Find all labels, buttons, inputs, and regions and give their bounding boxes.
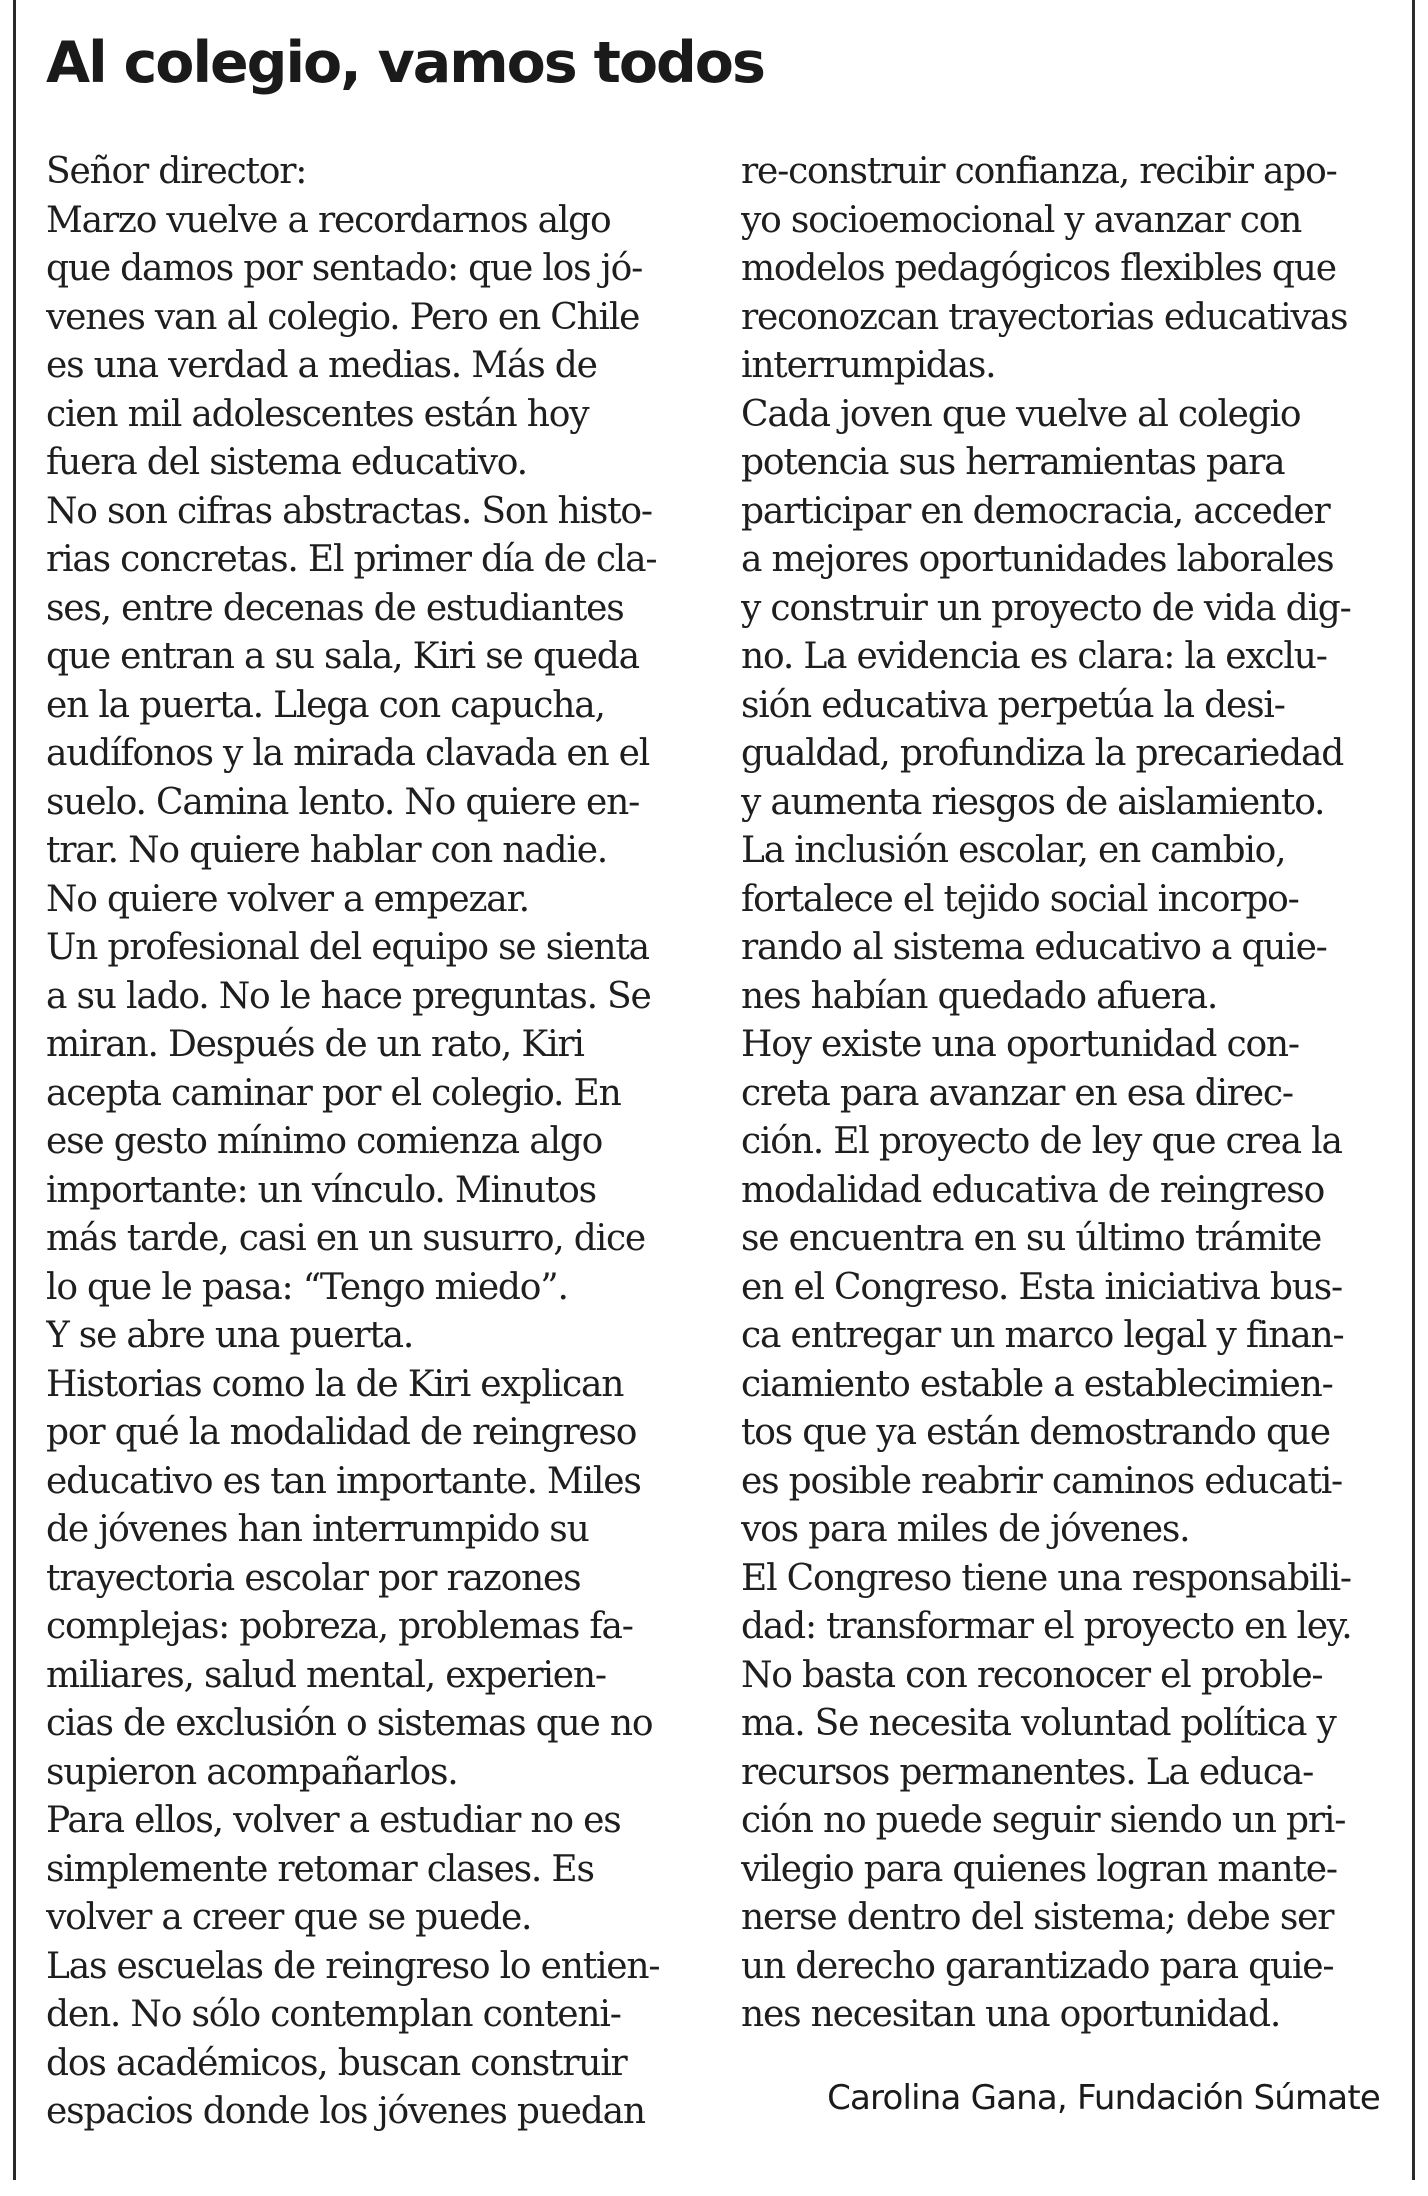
text-line: cien mil adolescentes están hoy <box>46 393 589 435</box>
text-line: trar. No quiere hablar con nadie. <box>46 830 608 871</box>
text-line: Cada joven que vuelve al colegio <box>741 393 1301 435</box>
text-line: espacios donde los jóvenes puedan <box>46 2091 645 2132</box>
text-line: modelos pedagógicos flexibles que <box>741 248 1336 289</box>
text-line: complejas: pobreza, problemas fa- <box>46 1606 633 1647</box>
text-line: Señor director: <box>46 151 307 192</box>
text-line: trayectoria escolar por razones <box>46 1557 581 1599</box>
text-line: vos para miles de jóvenes. <box>741 1509 1190 1550</box>
text-line: No basta con reconocer el proble- <box>741 1654 1323 1696</box>
text-line: simplemente retomar clases. Es <box>46 1848 594 1890</box>
text-line: ses, entre decenas de estudiantes <box>46 587 624 629</box>
text-line: Un profesional del equipo se sienta <box>46 927 649 968</box>
text-line: vilegio para quienes logran mante- <box>741 1848 1337 1890</box>
text-line: Para ellos, volver a estudiar no es <box>46 1800 621 1841</box>
text-line: miliares, salud mental, experien- <box>46 1654 606 1696</box>
text-line: recursos permanentes. La educa- <box>741 1751 1314 1793</box>
text-line: participar en democracia, acceder <box>741 490 1330 532</box>
text-line: Las escuelas de reingreso lo entien- <box>46 1945 660 1987</box>
text-line: fortalece el tejido social incorpo- <box>741 878 1299 920</box>
text-line: ción. El proyecto de ley que crea la <box>741 1121 1342 1162</box>
text-line: No son cifras abstractas. Son histo- <box>46 490 652 532</box>
text-line: ese gesto mínimo comienza algo <box>46 1121 603 1162</box>
left-border-rule <box>13 0 16 2180</box>
text-line: volver a creer que se puede. <box>46 1897 532 1938</box>
text-line: gualdad, profundiza la precariedad <box>741 733 1344 774</box>
text-line: en el Congreso. Esta iniciativa bus- <box>741 1266 1342 1308</box>
text-line: potencia sus herramientas para <box>741 442 1285 483</box>
text-line: No quiere volver a empezar. <box>46 878 529 920</box>
text-line: miran. Después de un rato, Kiri <box>46 1024 584 1065</box>
article-headline: Al colegio, vamos todos <box>46 30 764 96</box>
text-line: nes habían quedado afuera. <box>741 975 1218 1017</box>
text-line: es una verdad a medias. Más de <box>46 345 597 386</box>
text-line: y construir un proyecto de vida dig- <box>741 587 1351 629</box>
text-line: se encuentra en su último trámite <box>741 1218 1322 1259</box>
text-line: yo socioemocional y avanzar con <box>741 199 1302 241</box>
text-line: que damos por sentado: que los jó- <box>46 248 643 289</box>
text-line: dos académicos, buscan construir <box>46 2042 627 2084</box>
text-line: importante: un vínculo. Minutos <box>46 1169 596 1211</box>
text-line: en la puerta. Llega con capucha, <box>46 684 605 726</box>
text-line: rando al sistema educativo a quie- <box>741 927 1327 968</box>
right-border-rule <box>1412 0 1415 2180</box>
text-line: un derecho garantizado para quie- <box>741 1945 1334 1987</box>
letter-signature: Carolina Gana, Fundación Súmate <box>827 2078 1380 2118</box>
text-line: cias de exclusión o sistemas que no <box>46 1703 653 1744</box>
text-line: nerse dentro del sistema; debe ser <box>741 1897 1334 1938</box>
text-line: Historias como la de Kiri explican <box>46 1363 624 1405</box>
text-line: a su lado. No le hace preguntas. Se <box>46 975 651 1017</box>
text-line: lo que le pasa: “Tengo miedo”. <box>46 1266 568 1308</box>
text-line: ma. Se necesita voluntad política y <box>741 1703 1336 1744</box>
text-line: a mejores oportunidades laborales <box>741 539 1334 580</box>
text-line: ciamiento estable a establecimien- <box>741 1363 1333 1405</box>
text-line: creta para avanzar en esa direc- <box>741 1072 1293 1114</box>
text-line: Y se abre una puerta. <box>46 1315 414 1356</box>
text-line: dad: transformar el proyecto en ley. <box>741 1606 1352 1647</box>
text-line: nes necesitan una oportunidad. <box>741 1994 1281 2035</box>
text-line: educativo es tan importante. Miles <box>46 1460 641 1502</box>
text-line: ca entregar un marco legal y finan- <box>741 1315 1344 1356</box>
letter-body-left-column <box>46 148 686 2137</box>
text-line: acepta caminar por el colegio. En <box>46 1072 621 1114</box>
text-line: audífonos y la mirada clavada en el <box>46 733 650 774</box>
text-line: es posible reabrir caminos educati- <box>741 1460 1342 1502</box>
text-line: suelo. Camina lento. No quiere en- <box>46 781 640 823</box>
text-line: den. No sólo contemplan conteni- <box>46 1994 621 2035</box>
text-line: rias concretas. El primer día de cla- <box>46 539 657 580</box>
text-line: reconozcan trayectorias educativas <box>741 296 1348 338</box>
text-line: modalidad educativa de reingreso <box>741 1169 1325 1211</box>
text-line: Hoy existe una oportunidad con- <box>741 1024 1299 1065</box>
text-line: El Congreso tiene una responsabili- <box>741 1557 1351 1599</box>
text-line: venes van al colegio. Pero en Chile <box>46 296 640 338</box>
text-line: más tarde, casi en un susurro, dice <box>46 1218 646 1259</box>
text-line: supieron acompañarlos. <box>46 1751 458 1793</box>
text-line: Marzo vuelve a recordarnos algo <box>46 199 611 241</box>
text-line: fuera del sistema educativo. <box>46 442 527 483</box>
text-line: que entran a su sala, Kiri se queda <box>46 636 639 677</box>
text-line: de jóvenes han interrumpido su <box>46 1509 589 1550</box>
letter-body-right-column <box>741 148 1381 2040</box>
text-line: no. La evidencia es clara: la exclu- <box>741 636 1327 677</box>
text-line: por qué la modalidad de reingreso <box>46 1412 637 1453</box>
text-line: re-construir confianza, recibir apo- <box>741 151 1337 192</box>
text-line: y aumenta riesgos de aislamiento. <box>741 781 1325 823</box>
text-line: tos que ya están demostrando que <box>741 1412 1330 1453</box>
text-line: ción no puede seguir siendo un pri- <box>741 1800 1346 1841</box>
text-line: interrumpidas. <box>741 345 996 386</box>
text-line: La inclusión escolar, en cambio, <box>741 830 1286 871</box>
text-line: sión educativa perpetúa la desi- <box>741 684 1285 726</box>
